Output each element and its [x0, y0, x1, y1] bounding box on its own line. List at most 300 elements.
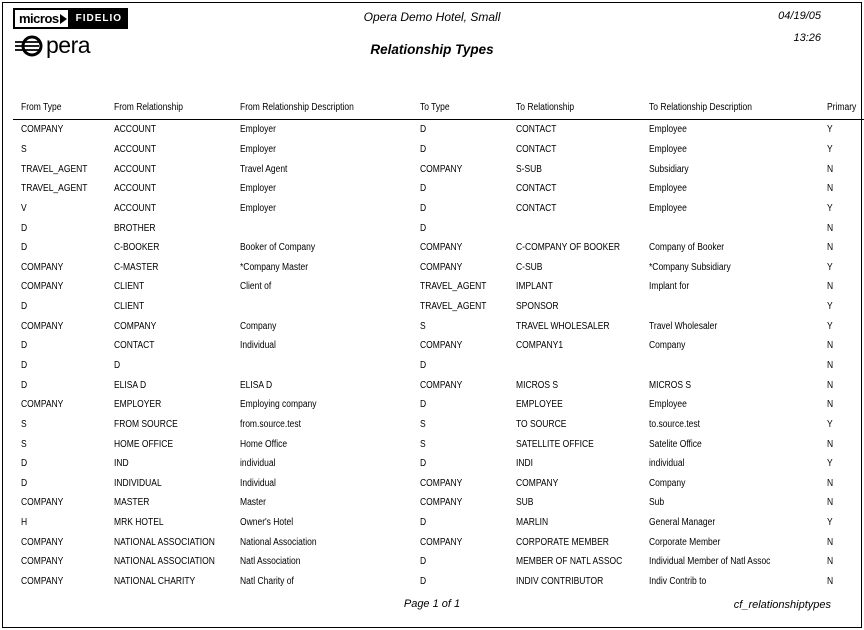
column-header — [819, 95, 864, 120]
table-cell — [412, 552, 508, 572]
table-cell — [13, 140, 106, 160]
column-header — [106, 95, 232, 120]
cell-text: CONTACT — [516, 143, 557, 155]
micros-logo-text: micros — [19, 11, 59, 26]
cell-text: IMPLANT — [516, 281, 553, 293]
cell-text: MICROS S — [649, 379, 692, 391]
table-cell — [106, 159, 232, 179]
cell-text: Y — [827, 124, 833, 136]
cell-text: Company — [649, 477, 686, 489]
table-cell — [641, 179, 819, 199]
table-cell — [412, 218, 508, 238]
table-cell — [641, 257, 819, 277]
cell-text: INDIV CONTRIBUTOR — [516, 576, 604, 588]
cell-text: D — [420, 222, 427, 234]
cell-text: N — [827, 222, 834, 234]
cell-text: TRAVEL_AGENT — [21, 163, 88, 175]
cell-text: Employee — [649, 183, 687, 195]
column-header — [508, 95, 641, 120]
cell-text: CONTACT — [114, 340, 155, 352]
table-cell — [232, 120, 412, 140]
table-cell — [106, 356, 232, 376]
column-header — [13, 95, 106, 120]
cell-text: COMPANY — [420, 242, 463, 254]
table-cell — [13, 375, 106, 395]
table-cell — [819, 532, 864, 552]
cell-text: D — [420, 576, 427, 588]
table-cell — [641, 454, 819, 474]
cell-text: N — [827, 556, 834, 568]
cell-text: S — [420, 418, 426, 430]
table-cell — [412, 297, 508, 317]
table-cell — [13, 277, 106, 297]
cell-text: D — [21, 477, 28, 489]
cell-text: COMPANY — [21, 124, 64, 136]
table-cell — [819, 513, 864, 533]
cell-text: Y — [827, 301, 833, 313]
report-title: Relationship Types — [370, 42, 494, 57]
cell-text: Y — [827, 143, 833, 155]
table-cell — [412, 415, 508, 435]
cell-text: D — [21, 458, 28, 470]
table-cell — [106, 552, 232, 572]
table-cell — [412, 179, 508, 199]
table-cell — [232, 316, 412, 336]
table-row — [13, 199, 864, 219]
cell-text: COMPANY — [21, 320, 64, 332]
table-row — [13, 336, 864, 356]
table-cell — [641, 199, 819, 219]
table-cell — [819, 572, 864, 592]
relationship-types-table — [13, 95, 864, 591]
column-header — [412, 95, 508, 120]
table-cell — [412, 513, 508, 533]
cell-text: EMPLOYEE — [516, 399, 563, 411]
cell-text: COMPANY — [516, 477, 559, 489]
table-cell — [412, 395, 508, 415]
cell-text: N — [827, 477, 834, 489]
column-header — [641, 95, 819, 120]
cell-text: Implant for — [649, 281, 690, 293]
cell-text: EMPLOYER — [114, 399, 162, 411]
cell-text: COMPANY — [420, 536, 463, 548]
cell-text: COMPANY — [420, 261, 463, 273]
table-cell — [819, 257, 864, 277]
table-cell — [106, 120, 232, 140]
table-cell — [641, 159, 819, 179]
table-cell — [508, 199, 641, 219]
cell-text: CONTACT — [516, 183, 557, 195]
table-cell — [508, 336, 641, 356]
cell-text: ACCOUNT — [114, 163, 157, 175]
cell-text: S — [21, 418, 27, 430]
cell-text: N — [827, 340, 834, 352]
table-cell — [819, 336, 864, 356]
table-cell — [232, 434, 412, 454]
cell-text: N — [827, 163, 834, 175]
table-row — [13, 356, 864, 376]
table-cell — [641, 552, 819, 572]
cell-text: from.source.test — [240, 418, 301, 430]
table-cell — [819, 434, 864, 454]
table-cell — [412, 199, 508, 219]
cell-text: D — [420, 183, 427, 195]
cell-text: COMPANY — [21, 556, 64, 568]
table-cell — [641, 572, 819, 592]
table-cell — [232, 493, 412, 513]
table-cell — [106, 572, 232, 592]
cell-text: individual — [240, 458, 276, 470]
table-row — [13, 532, 864, 552]
cell-text: Natl Charity of — [240, 576, 294, 588]
cell-text: *Company Master — [240, 261, 309, 273]
table-cell — [641, 277, 819, 297]
table-cell — [232, 336, 412, 356]
table-cell — [819, 199, 864, 219]
table-cell — [13, 297, 106, 317]
cell-text: ACCOUNT — [114, 143, 157, 155]
table-cell — [412, 454, 508, 474]
hotel-title: Opera Demo Hotel, Small — [363, 10, 501, 24]
table-cell — [641, 434, 819, 454]
table-cell — [232, 159, 412, 179]
table-cell — [819, 454, 864, 474]
cell-text: D — [420, 517, 427, 529]
table-cell — [508, 493, 641, 513]
table-cell — [641, 474, 819, 494]
cell-text: COMPANY1 — [516, 340, 564, 352]
table-cell — [106, 140, 232, 160]
table-cell — [819, 552, 864, 572]
table-cell — [13, 356, 106, 376]
fidelio-logo-text: FIDELIO — [70, 8, 128, 29]
table-cell — [508, 140, 641, 160]
table-row — [13, 120, 864, 140]
table-cell — [819, 179, 864, 199]
table-cell — [508, 238, 641, 258]
table-cell — [13, 493, 106, 513]
table-cell — [508, 257, 641, 277]
cell-text: COMPANY — [420, 163, 463, 175]
table-cell — [106, 179, 232, 199]
table-cell — [641, 297, 819, 317]
column-header — [232, 95, 412, 120]
cell-text: D — [21, 360, 28, 371]
opera-logo-text: pera — [46, 31, 91, 58]
cell-text: Employer — [240, 202, 276, 214]
table-cell — [13, 336, 106, 356]
cell-text: D — [114, 360, 121, 371]
cell-text: Natl Association — [240, 556, 301, 568]
table-row — [13, 218, 864, 238]
table-cell — [508, 513, 641, 533]
table-row — [13, 434, 864, 454]
cell-text: Individual Member of Natl Assoc — [649, 556, 771, 568]
cell-text: Employee — [649, 202, 687, 214]
table-row — [13, 375, 864, 395]
report-time: 13:26 — [793, 32, 821, 44]
table-cell — [641, 218, 819, 238]
cell-text: D — [420, 458, 427, 470]
table-cell — [819, 415, 864, 435]
table-row — [13, 474, 864, 494]
table-cell — [508, 277, 641, 297]
cell-text: D — [420, 360, 427, 371]
table-cell — [106, 199, 232, 219]
cell-text: D — [420, 556, 427, 568]
table-cell — [412, 434, 508, 454]
table-cell — [819, 474, 864, 494]
table-cell — [232, 140, 412, 160]
cell-text: TRAVEL WHOLESALER — [516, 320, 610, 332]
cell-text: Primary — [827, 102, 857, 113]
table-cell — [13, 513, 106, 533]
table-cell — [13, 532, 106, 552]
cell-text: *Company Subsidiary — [649, 261, 731, 273]
cell-text: H — [21, 517, 28, 529]
cell-text: CONTACT — [516, 202, 557, 214]
cell-text: COMPANY — [21, 497, 64, 509]
cell-text: MEMBER OF NATL ASSOC — [516, 556, 623, 568]
table-row — [13, 316, 864, 336]
report-id: cf_relationshiptypes — [733, 599, 831, 611]
cell-text: Employee — [649, 399, 687, 411]
cell-text: To Type — [420, 102, 450, 113]
table-cell — [819, 218, 864, 238]
table-cell — [641, 513, 819, 533]
cell-text: S — [21, 143, 27, 155]
cell-text: D — [21, 340, 28, 352]
cell-text: SPONSOR — [516, 301, 559, 313]
cell-text: Booker of Company — [240, 242, 316, 254]
table-header-row — [13, 95, 864, 120]
table-cell — [232, 356, 412, 376]
cell-text: Individual — [240, 477, 276, 489]
table-cell — [508, 375, 641, 395]
table-cell — [232, 179, 412, 199]
cell-text: V — [21, 202, 27, 214]
table-cell — [232, 474, 412, 494]
table-row — [13, 159, 864, 179]
cell-text: MRK HOTEL — [114, 517, 164, 529]
cell-text: MICROS S — [516, 379, 559, 391]
cell-text: Y — [827, 418, 833, 430]
cell-text: ACCOUNT — [114, 183, 157, 195]
table-cell — [13, 179, 106, 199]
table-cell — [819, 297, 864, 317]
table-cell — [819, 120, 864, 140]
cell-text: N — [827, 497, 834, 509]
table-cell — [508, 395, 641, 415]
cell-text: S — [420, 438, 426, 450]
cell-text: TRAVEL_AGENT — [21, 183, 88, 195]
table-cell — [106, 277, 232, 297]
cell-text: Company — [649, 340, 686, 352]
table-row — [13, 257, 864, 277]
table-cell — [412, 375, 508, 395]
table-cell — [232, 552, 412, 572]
cell-text: ELISA D — [240, 379, 273, 391]
cell-text: N — [827, 281, 834, 293]
cell-text: S-SUB — [516, 163, 542, 175]
cell-text: COMPANY — [21, 281, 64, 293]
table-cell — [641, 336, 819, 356]
cell-text: TRAVEL_AGENT — [420, 301, 487, 313]
cell-text: NATIONAL ASSOCIATION — [114, 556, 215, 568]
table-body — [13, 120, 864, 592]
cell-text: Sub — [649, 497, 665, 509]
table-cell — [13, 218, 106, 238]
table-cell — [819, 356, 864, 376]
cell-text: D — [420, 202, 427, 214]
table-row — [13, 277, 864, 297]
cell-text: COMPANY — [420, 477, 463, 489]
table-cell — [508, 572, 641, 592]
cell-text: IND — [114, 458, 129, 470]
cell-text: COMPANY — [420, 340, 463, 352]
cell-text: Employee — [649, 143, 687, 155]
cell-text: Company — [240, 320, 277, 332]
table-cell — [508, 218, 641, 238]
table-cell — [106, 434, 232, 454]
table-cell — [508, 316, 641, 336]
cell-text: Subsidiary — [649, 163, 689, 175]
cell-text: D — [21, 222, 28, 234]
cell-text: N — [827, 360, 834, 371]
table-cell — [412, 474, 508, 494]
cell-text: N — [827, 536, 834, 548]
cell-text: NATIONAL CHARITY — [114, 576, 196, 588]
table-cell — [13, 238, 106, 258]
table-row — [13, 395, 864, 415]
cell-text: NATIONAL ASSOCIATION — [114, 536, 215, 548]
table-cell — [106, 493, 232, 513]
table-row — [13, 415, 864, 435]
cell-text: Owner's Hotel — [240, 517, 294, 529]
table-cell — [412, 316, 508, 336]
cell-text: ACCOUNT — [114, 124, 157, 136]
table-cell — [232, 297, 412, 317]
table-cell — [232, 257, 412, 277]
cell-text: FROM SOURCE — [114, 418, 178, 430]
table-cell — [641, 120, 819, 140]
table-cell — [819, 316, 864, 336]
cell-text: Client of — [240, 281, 272, 293]
table-cell — [641, 140, 819, 160]
cell-text: Satelite Office — [649, 438, 702, 450]
cell-text: TO SOURCE — [516, 418, 567, 430]
table-cell — [641, 415, 819, 435]
cell-text: General Manager — [649, 517, 716, 529]
cell-text: CLIENT — [114, 301, 145, 313]
table-cell — [412, 336, 508, 356]
cell-text: C-COMPANY OF BOOKER — [516, 242, 621, 254]
cell-text: N — [827, 576, 834, 588]
cell-text: Corporate Member — [649, 536, 721, 548]
cell-text: N — [827, 399, 834, 411]
table-row — [13, 238, 864, 258]
cell-text: N — [827, 379, 834, 391]
table-cell — [641, 356, 819, 376]
cell-text: Y — [827, 261, 833, 273]
table-cell — [106, 375, 232, 395]
table-cell — [106, 395, 232, 415]
cell-text: CONTACT — [516, 124, 557, 136]
cell-text: COMPANY — [114, 320, 157, 332]
cell-text: S — [420, 320, 426, 332]
cell-text: D — [21, 301, 28, 313]
table-cell — [641, 375, 819, 395]
cell-text: Travel Agent — [240, 163, 288, 175]
cell-text: CLIENT — [114, 281, 145, 293]
table-row — [13, 454, 864, 474]
table-cell — [819, 493, 864, 513]
table-cell — [13, 454, 106, 474]
table-cell — [13, 474, 106, 494]
cell-text: N — [827, 438, 834, 450]
table-cell — [13, 120, 106, 140]
table-row — [13, 572, 864, 592]
cell-text: Employing company — [240, 399, 317, 411]
table-cell — [412, 238, 508, 258]
table-cell — [106, 415, 232, 435]
table-row — [13, 552, 864, 572]
cell-text: Y — [827, 320, 833, 332]
table-cell — [819, 159, 864, 179]
cell-text: From Relationship Description — [240, 102, 354, 113]
table-cell — [508, 297, 641, 317]
table-cell — [412, 572, 508, 592]
cell-text: COMPANY — [21, 399, 64, 411]
cell-text: Employer — [240, 124, 276, 136]
table-cell — [508, 356, 641, 376]
table-cell — [13, 415, 106, 435]
cell-text: S — [21, 438, 27, 450]
table-cell — [508, 415, 641, 435]
table-row — [13, 179, 864, 199]
cell-text: N — [827, 242, 834, 254]
table-cell — [13, 552, 106, 572]
table-cell — [232, 415, 412, 435]
table-cell — [106, 218, 232, 238]
cell-text: From Relationship — [114, 102, 183, 113]
cell-text: INDIVIDUAL — [114, 477, 162, 489]
cell-text: CORPORATE MEMBER — [516, 536, 609, 548]
cell-text: ELISA D — [114, 379, 147, 391]
table-cell — [232, 513, 412, 533]
table-cell — [412, 140, 508, 160]
cell-text: Individual — [240, 340, 276, 352]
table-cell — [232, 395, 412, 415]
table-cell — [106, 257, 232, 277]
table-cell — [508, 532, 641, 552]
report-header — [3, 3, 861, 95]
table-cell — [412, 120, 508, 140]
cell-text: BROTHER — [114, 222, 156, 234]
cell-text: N — [827, 183, 834, 195]
cell-text: SATELLITE OFFICE — [516, 438, 594, 450]
table-row — [13, 140, 864, 160]
table-cell — [508, 454, 641, 474]
cell-text: D — [420, 143, 427, 155]
table-cell — [232, 375, 412, 395]
table-cell — [106, 474, 232, 494]
table-row — [13, 297, 864, 317]
cell-text: To Relationship — [516, 102, 575, 113]
cell-text: Travel Wholesaler — [649, 320, 718, 332]
table-cell — [106, 336, 232, 356]
table-cell — [232, 199, 412, 219]
